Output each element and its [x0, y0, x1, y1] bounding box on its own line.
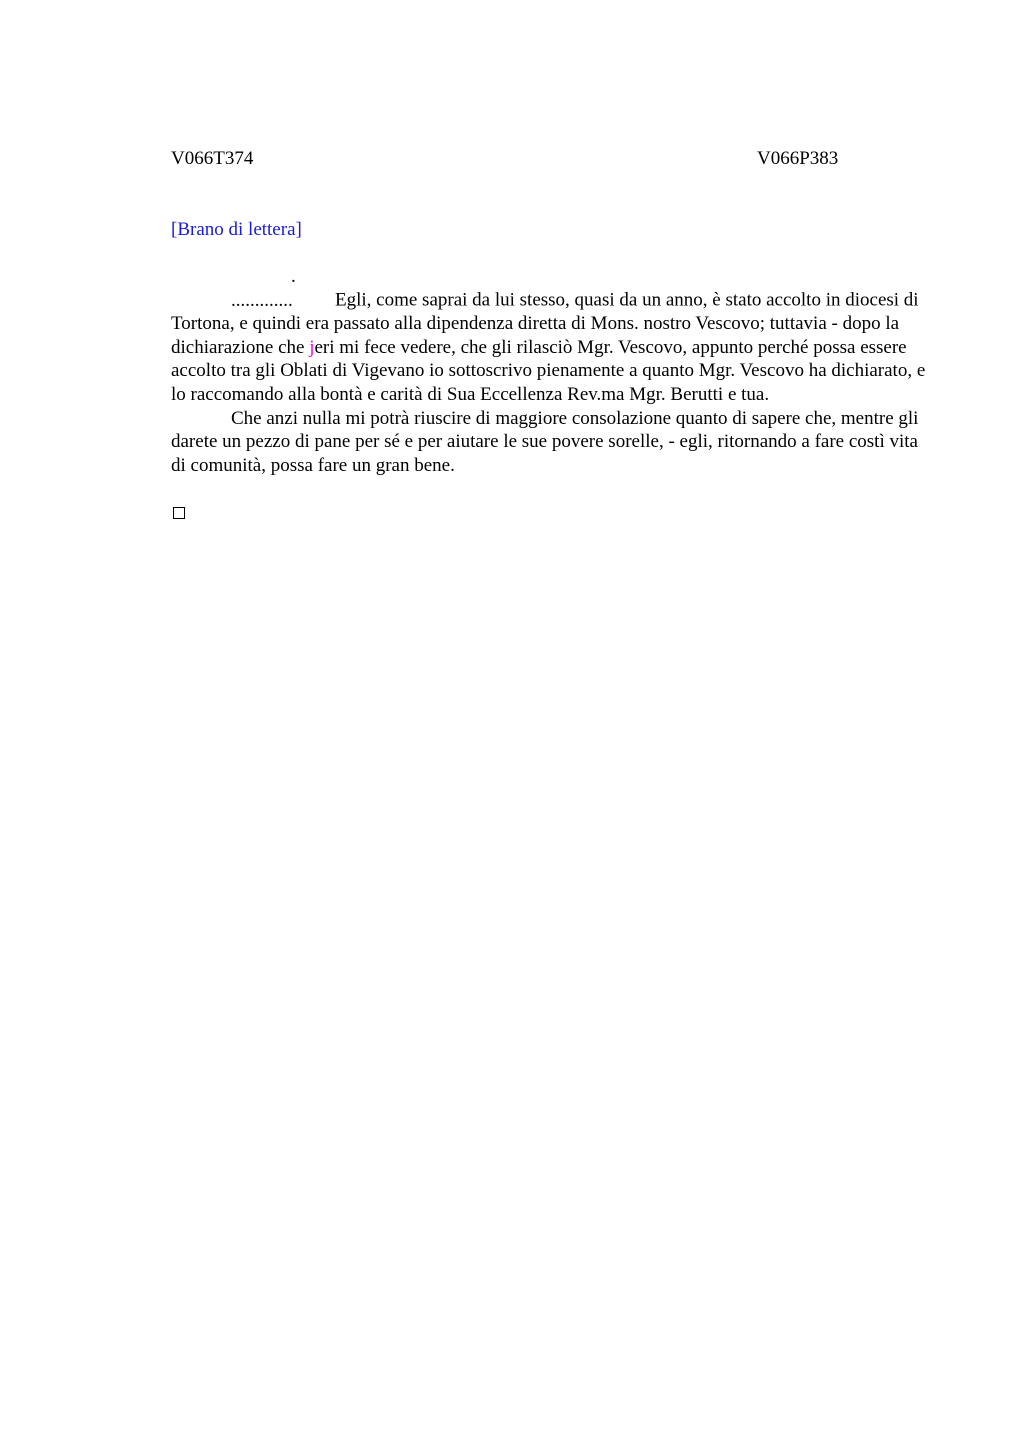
ellipsis-lead: . .............: [231, 266, 296, 311]
paragraph-1-text-b: eri mi fece vedere, che gli rilasciò Mgr. Vescovo, appunto perché possa essere accolto tra gli Oblati di Vigevano io sottoscrivo pienamente a quanto Mgr. Vescovo ha dichiarato, e lo raccomando alla bontà e carità di Sua Eccellenza Rev.ma Mgr. Berutti e tua.: [171, 336, 926, 405]
paragraph-1: [171, 265, 931, 407]
document-code-left: V066T374: [171, 148, 254, 169]
letter-body: [171, 265, 931, 477]
document-code-right: V066P383: [757, 148, 839, 169]
empty-square-icon: [173, 507, 185, 519]
section-title: [Brano di lettera]: [171, 219, 302, 240]
paragraph-1-text-a: Egli, come saprai da lui stesso, quasi da un anno, è stato accolto in diocesi di Tortona, e quindi era passato alla dipendenza diretta di Mons. nostro Vescovo; tuttavia - dopo la dichiarazione che: [171, 289, 919, 358]
highlighted-letter: j: [309, 336, 315, 358]
paragraph-2: Che anzi nulla mi potrà riuscire di maggiore consolazione quanto di sapere che, mentre gli darete un pezzo di pane per sé e per aiutare le sue povere sorelle, - egli, ritornando a fare costì vita di comunità, possa fare un gran bene.: [171, 407, 919, 476]
